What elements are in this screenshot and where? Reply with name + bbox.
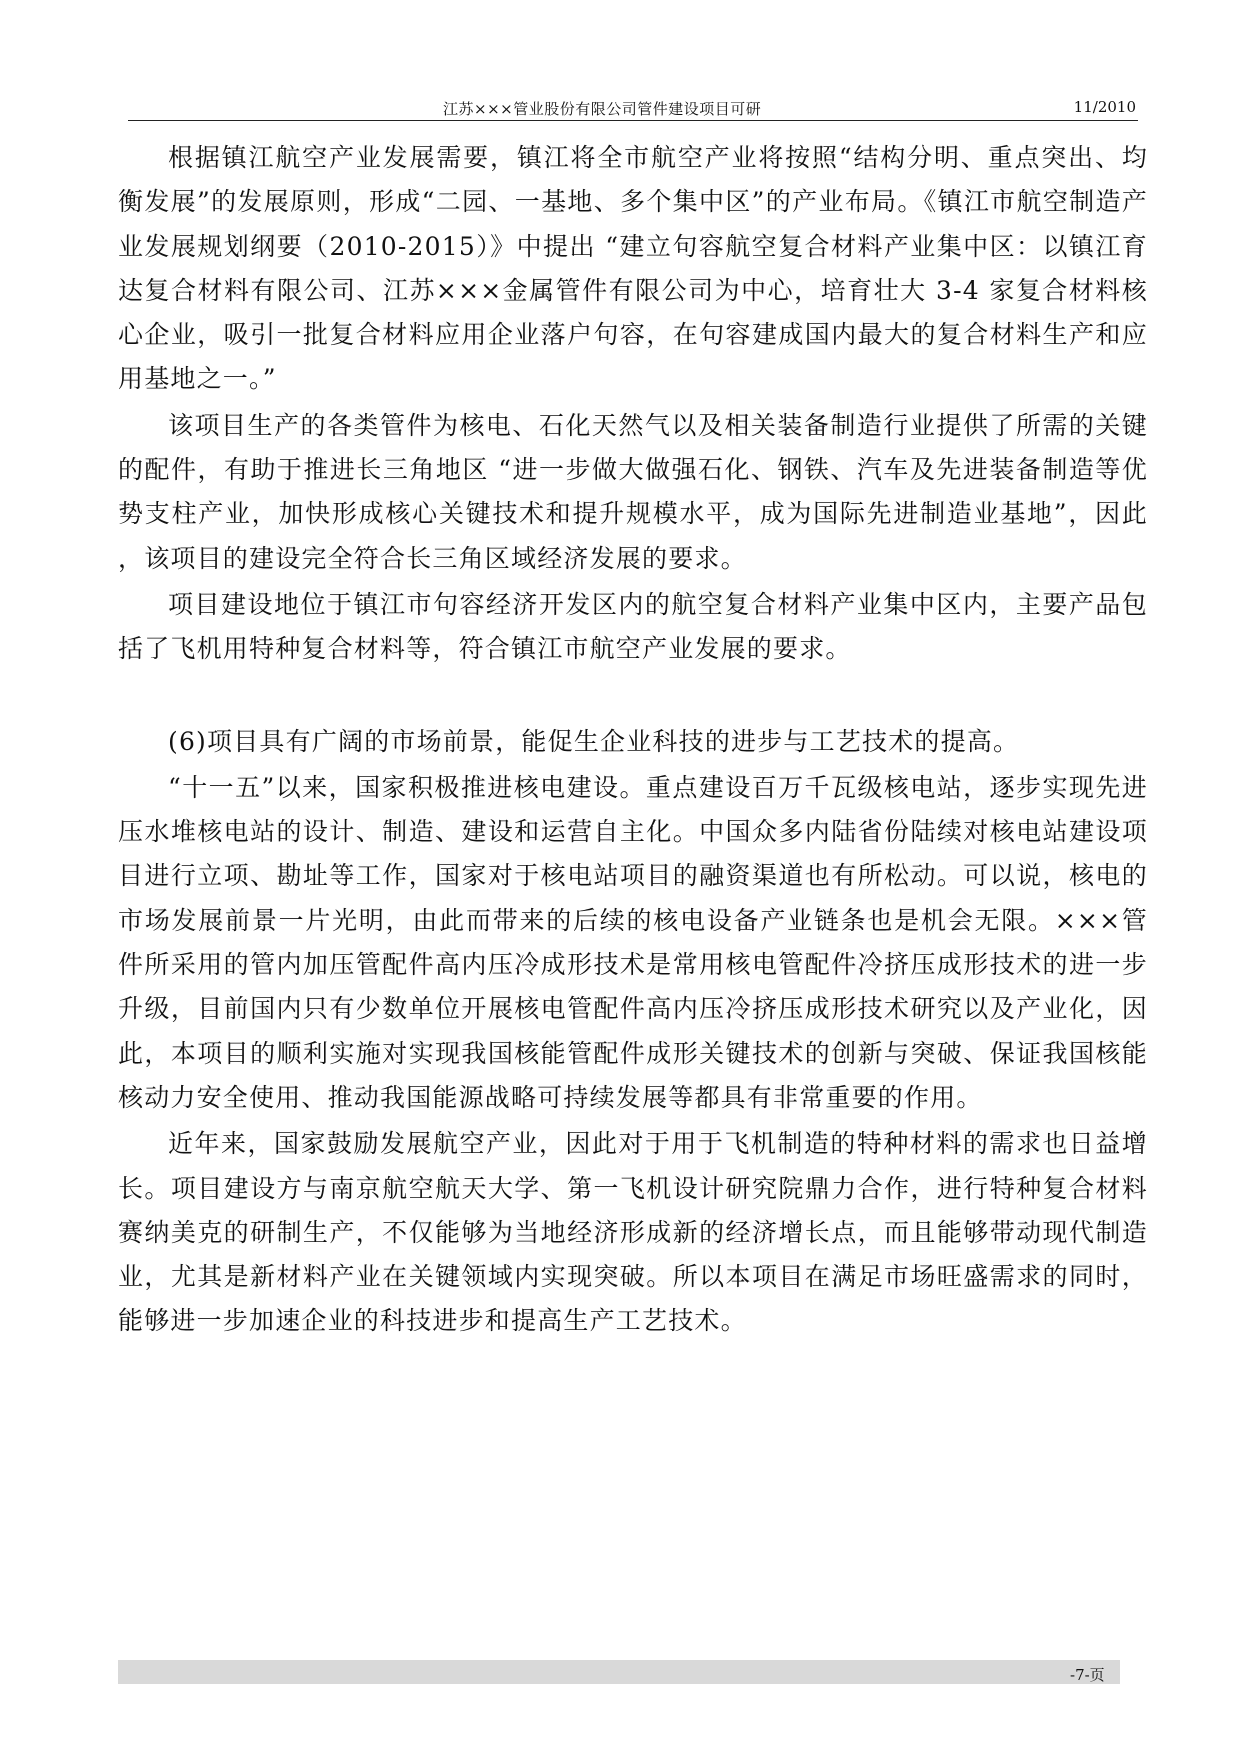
document-date: 11/2010 (1073, 98, 1136, 116)
section-spacer (118, 672, 1148, 720)
document-title: 江苏×××管业股份有限公司管件建设项目可研 (443, 100, 762, 118)
paragraph-nuclear-power: “十一五”以来，国家积极推进核电建设。重点建设百万千瓦级核电站，逐步实现先进压水堆核电站的设计、制造、建设和运营自主化。中国众多内陆省份陆续对核电站建设项目进行立项、勘址等工作，国家对于核电站项目的融资渠道也有所松动。可以说，核电的市场发展前景一片光明，由此而带来的后续的核电设备产业链条也是机会无限。×××管件所采用的管内加压管配件高内压冷成形技术是常用核电管配件冷挤压成形技术的进一步升级，目前国内只有少数单位开展核电管配件高内压冷挤压成形技术研究以及产业化，因此，本项目的顺利实施对实现我国核能管配件成形关键技术的创新与突破、保证我国核能核动力安全使用、推动我国能源战略可持续发展等都具有非常重要的作用。 (118, 772, 1148, 1112)
footer-bar (118, 1660, 1120, 1684)
paragraph-aviation-materials: 近年来，国家鼓励发展航空产业，因此对于用于飞机制造的特种材料的需求也日益增长。项目建设方与南京航空航天大学、第一飞机设计研究院鼎力合作，进行特种复合材料赛纳美克的研制生产，不仅能够为当地经济形成新的经济增长点，而且能够带动现代制造业，尤其是新材料产业在关键领域内实现突破。所以本项目在满足市场旺盛需求的同时，能够进一步加速企业的科技进步和提高生产工艺技术。 (118, 1129, 1148, 1336)
page-header (128, 96, 1138, 121)
paragraph-yangtze-delta: 该项目生产的各类管件为核电、石化天然气以及相关装备制造行业提供了所需的关键的配件，有助于推进长三角地区 “进一步做大做强石化、钢铁、汽车及先进装备制造等优势支柱产业，加快形成核心关键技术和提升规模水平，成为国际先进制造业基地”，因此 ，该项目的建设完全符合长三角区域经济发展的要求。 (118, 410, 1148, 573)
section-heading-market-prospect: (6)项目具有广阔的市场前景，能促生企业科技的进步与工艺技术的提高。 (168, 726, 1020, 756)
paragraph-aviation-plan: 根据镇江航空产业发展需要，镇江将全市航空产业将按照“结构分明、重点突出、均衡发展”的发展原则，形成“二园、一基地、多个集中区”的产业布局。《镇江市航空制造产业发展规划纲要（2010-2015）》中提出 “建立句容航空复合材料产业集中区：以镇江育达复合材料有限公司、江苏×××金属管件有限公司为中心，培育壮大 3-4 家复合材料核心企业，吸引一批复合材料应用企业落户句容，在句容建成国内最大的复合材料生产和应用基地之一。” (118, 143, 1148, 394)
page-number: -7-页 (1070, 1666, 1105, 1684)
paragraph-project-location: 项目建设地位于镇江市句容经济开发区内的航空复合材料产业集中区内，主要产品包括了飞机用特种复合材料等，符合镇江市航空产业发展的要求。 (118, 589, 1148, 664)
document-body (118, 136, 1148, 1344)
